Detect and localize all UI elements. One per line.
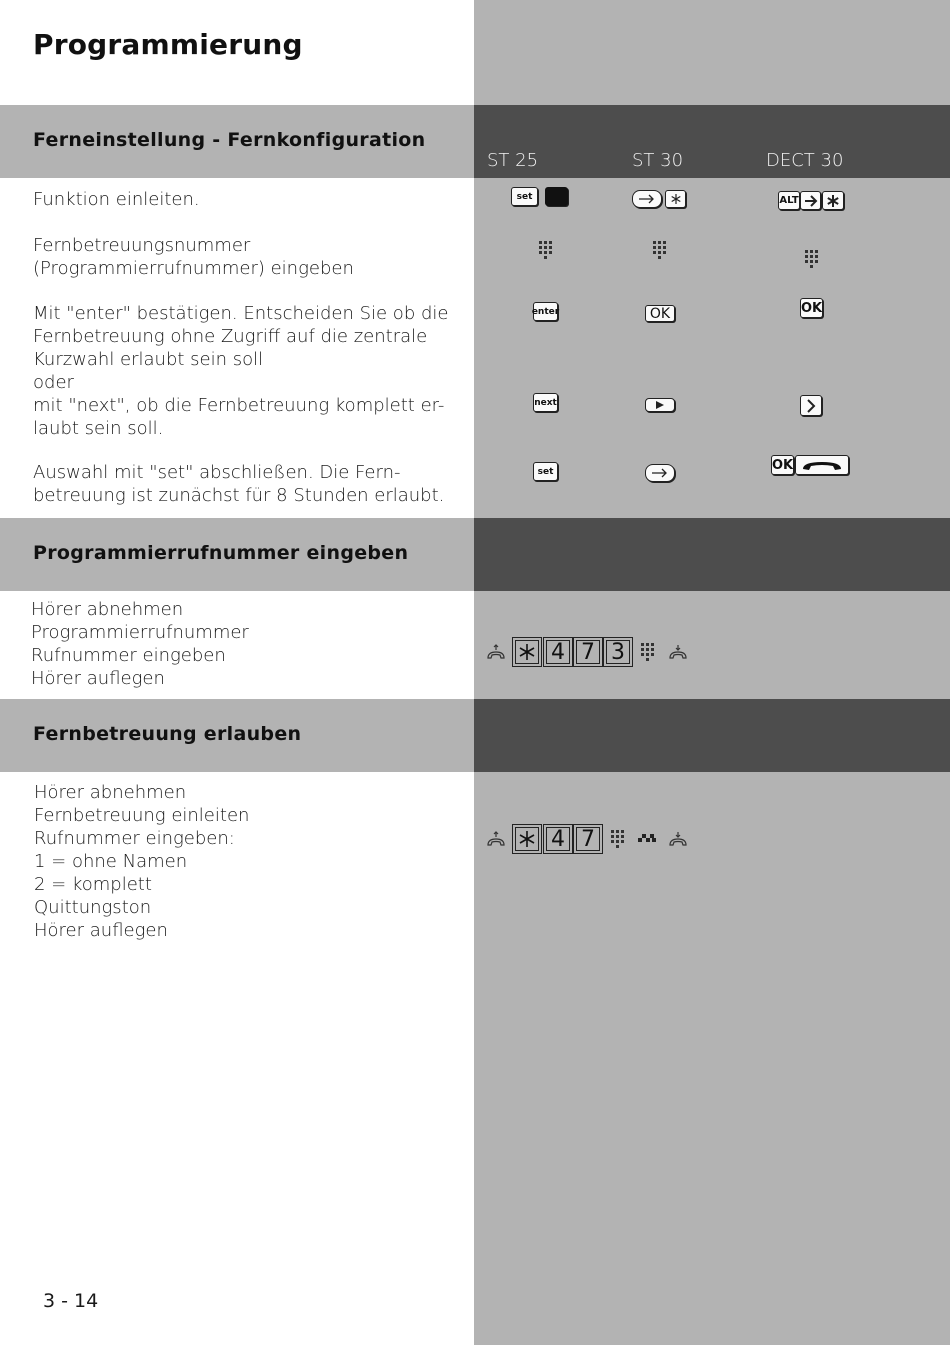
keypad-icon xyxy=(651,240,669,260)
arrow-key-icon[interactable] xyxy=(800,191,821,210)
text-line: Kurzwahl erlaubt sein soll xyxy=(33,349,264,370)
section-title-fernbetreuung-erlauben: Fernbetreuung erlauben xyxy=(33,723,302,745)
play-key-icon[interactable] xyxy=(645,398,675,412)
ok-key[interactable]: OK xyxy=(800,298,823,318)
step-1-text xyxy=(33,188,200,211)
text-line: Auswahl mit "set" abschließen. Die Fern- xyxy=(33,462,401,483)
text-line: 1 = ohne Namen xyxy=(34,851,188,872)
star-key-icon[interactable] xyxy=(665,190,686,208)
text-line: 2 = komplett xyxy=(34,874,152,895)
section2-text xyxy=(31,598,249,690)
tone-icon xyxy=(637,831,657,845)
text-line: Fernbetreuungsnummer xyxy=(33,235,251,256)
text-line: mit "next", ob die Fernbetreuung komplett er- xyxy=(33,395,445,416)
section-title-ferneinstellung: Ferneinstellung - Fernkonfiguration xyxy=(33,129,426,151)
handset-hang-icon xyxy=(667,642,689,662)
text-line: Quittungston xyxy=(34,897,152,918)
digit-key[interactable]: 3 xyxy=(603,637,633,667)
text-line: Hörer auflegen xyxy=(31,668,165,689)
step-4-text xyxy=(33,461,444,507)
section3-text xyxy=(34,781,249,942)
ok-key[interactable]: OK xyxy=(645,305,675,322)
digit-key[interactable]: 4 xyxy=(543,637,573,667)
text-line: Mit "enter" bestätigen. Entscheiden Sie ob die xyxy=(33,303,449,324)
digit-key[interactable]: 7 xyxy=(573,637,603,667)
text-line: betreuung ist zunächst für 8 Stunden erlaubt. xyxy=(33,485,445,506)
text-line: Hörer abnehmen xyxy=(31,599,184,620)
section-band-2-dark xyxy=(474,518,950,591)
arrow-key-icon[interactable] xyxy=(632,190,662,208)
text-line: Programmierrufnummer xyxy=(31,622,249,643)
digit-key[interactable]: 7 xyxy=(573,824,603,854)
enter-key[interactable]: enter xyxy=(533,302,558,321)
step-3-text xyxy=(33,302,448,440)
set-key[interactable]: set xyxy=(533,462,558,481)
text-line: Funktion einleiten. xyxy=(33,189,200,210)
text-line: Fernbetreuung ohne Zugriff auf die zentrale xyxy=(33,326,428,347)
keypad-icon xyxy=(537,240,555,260)
text-line: Fernbetreuung einleiten xyxy=(34,805,250,826)
keypad-icon xyxy=(639,642,657,662)
black-key[interactable] xyxy=(545,187,568,206)
keypad-icon xyxy=(609,829,627,849)
keypad-icon xyxy=(803,249,821,269)
handset-lift-icon xyxy=(485,642,507,662)
digit-key[interactable]: 4 xyxy=(543,824,573,854)
column-head-dect30: DECT 30 xyxy=(766,150,844,171)
star-key-icon[interactable] xyxy=(512,637,542,667)
star-key-icon[interactable] xyxy=(822,191,844,210)
set-key[interactable]: set xyxy=(511,187,538,206)
arrow-key-icon[interactable] xyxy=(645,464,675,482)
next-key[interactable]: next xyxy=(533,393,558,412)
text-line: Hörer auflegen xyxy=(34,920,168,941)
chevron-right-icon[interactable] xyxy=(800,395,822,416)
section-band-3-dark xyxy=(474,699,950,772)
text-line: (Programmierrufnummer) eingeben xyxy=(33,258,354,279)
handset-hang-icon[interactable] xyxy=(795,455,849,475)
step-2-text xyxy=(33,234,354,280)
handset-hang-icon xyxy=(667,829,689,849)
ok-key[interactable]: OK xyxy=(771,455,794,475)
text-line: Rufnummer eingeben xyxy=(31,645,226,666)
alt-key-icon[interactable]: ALT xyxy=(778,191,800,210)
text-line: Hörer abnehmen xyxy=(34,782,187,803)
column-head-st30: ST 30 xyxy=(632,150,684,171)
section-title-programmierrufnummer: Programmierrufnummer eingeben xyxy=(33,542,409,564)
column-head-st25: ST 25 xyxy=(487,150,539,171)
text-line: laubt sein soll. xyxy=(33,418,164,439)
star-key-icon[interactable] xyxy=(512,824,542,854)
handset-lift-icon xyxy=(485,829,507,849)
section-band-1-dark xyxy=(474,105,950,178)
page-number: 3 - 14 xyxy=(43,1290,99,1312)
page-title: Programmierung xyxy=(33,28,303,61)
text-line: Rufnummer eingeben: xyxy=(34,828,235,849)
text-line: oder xyxy=(33,372,74,393)
